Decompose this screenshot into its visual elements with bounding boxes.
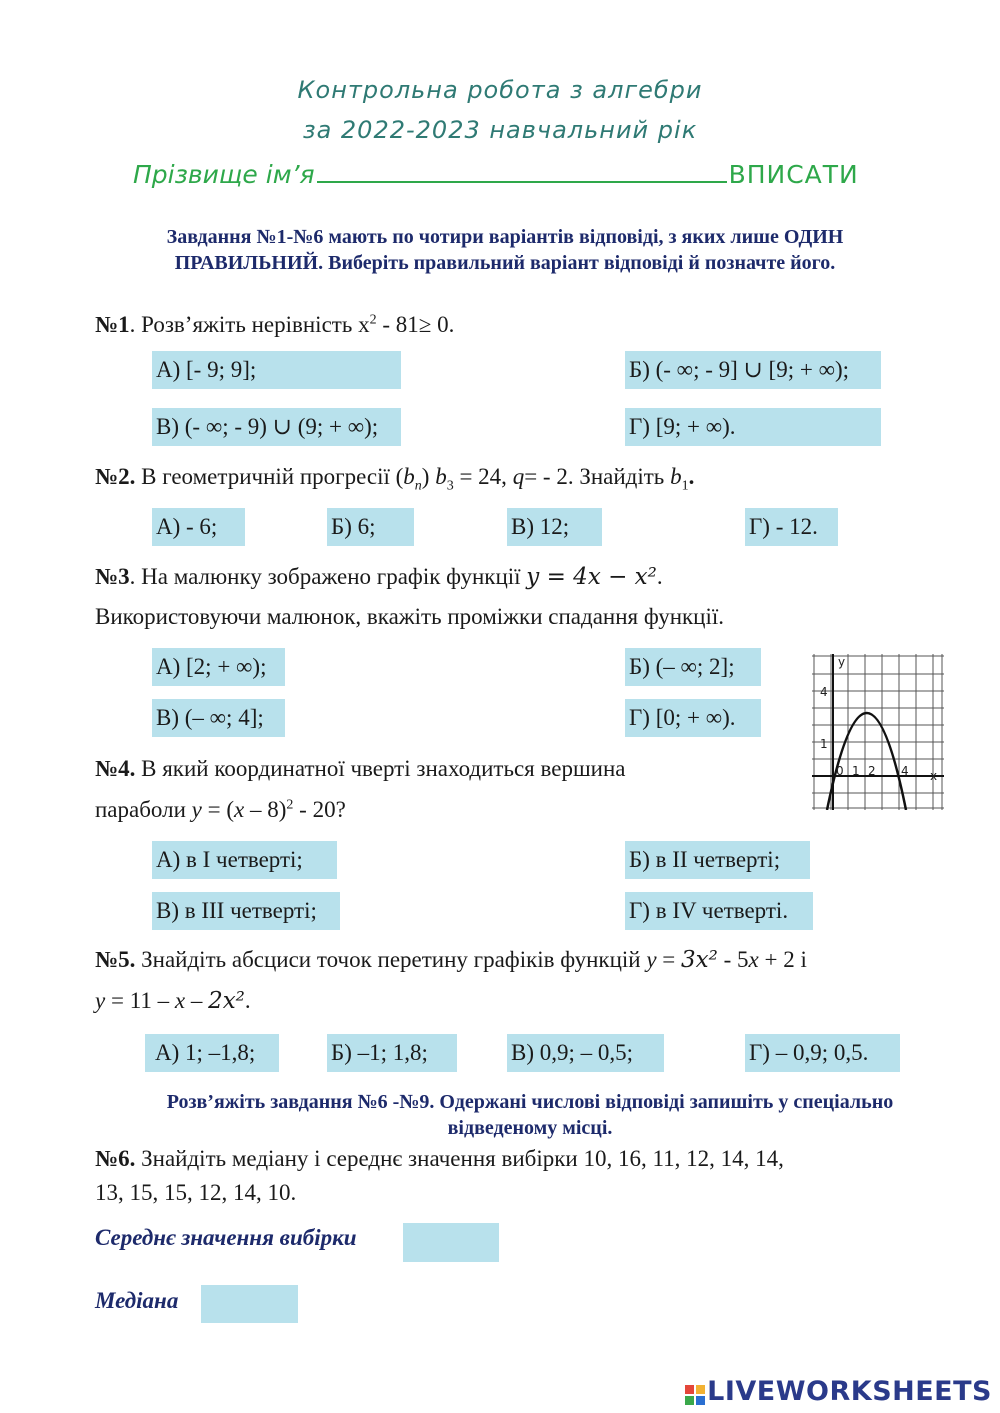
graph-x-label: x (930, 769, 938, 783)
q1-option-d[interactable]: Г) [9; + ∞). (625, 408, 881, 446)
liveworksheets-logo (685, 1376, 992, 1407)
q2-option-a[interactable]: А) - 6; (152, 508, 245, 546)
q5-f2: 2x² (208, 988, 245, 1014)
name-input-line[interactable] (317, 161, 727, 183)
q5-text-d: + 2 і (758, 947, 807, 972)
q4-option-a[interactable]: А) в I четверті; (152, 841, 337, 879)
q4-line-2 (95, 797, 346, 823)
graph-x2-label: 2 (868, 764, 876, 778)
name-placeholder[interactable]: ВПИСАТИ (728, 160, 859, 189)
q1-option-a[interactable]: А) [- 9; 9]; (152, 351, 401, 389)
question-3 (95, 564, 663, 590)
graph-y1-label: 1 (820, 737, 828, 751)
question-2 (95, 464, 694, 495)
q5-y1: y (646, 947, 657, 972)
question-1 (95, 312, 454, 338)
q5-line-2 (95, 988, 251, 1014)
q4-number: №4. (95, 756, 136, 781)
median-label: Медіана (95, 1288, 179, 1313)
q3-option-d[interactable]: Г) [0; + ∞). (625, 699, 761, 737)
instructions2-line-1: Розв’яжіть завдання №6 -№9. Одержані числові відповіді запишіть у спеціально (166, 1091, 894, 1113)
q4-x: x (234, 797, 245, 822)
instructions-line-1: Завдання №1-№6 мають по чотири варіантів відповіді, з яких лише ОДИН (166, 226, 844, 248)
q5-text-c: - 5 (717, 947, 749, 972)
q3-number: №3 (95, 564, 130, 589)
question-6 (95, 1146, 784, 1172)
graph-y-label: y (838, 655, 846, 669)
q4-text-a: В який координатної чверті знаходиться вершина (135, 756, 626, 781)
q3-line-2: Використовуючи малюнок, вкажіть проміжки спадання функції. (95, 604, 725, 629)
graph-y4-label: 4 (820, 685, 828, 699)
q5-text-b: = (656, 947, 682, 972)
q1-option-b[interactable]: Б) (- ∞; - 9] ∪ [9; + ∞); (625, 351, 881, 389)
q1-text-b: - 81≥ 0. (376, 312, 455, 337)
q6-number: №6. (95, 1146, 136, 1171)
mean-answer-input[interactable] (403, 1223, 499, 1262)
q5-x1: x (748, 947, 759, 972)
q3-formula: y = 4x − x² (526, 564, 657, 590)
instructions-block-1 (80, 224, 930, 276)
q2-text-a: В геометричній прогресії ( (135, 464, 404, 489)
q2-text-c: = 24, (453, 464, 513, 489)
q2-sub-1: 1 (681, 478, 689, 494)
q2-number: №2. (95, 464, 136, 489)
q3-text-a: . На малюнку зображено графік функції (129, 564, 527, 589)
graph-zero-label: 0 (836, 764, 844, 778)
instructions-block-2 (60, 1089, 1000, 1141)
graph-x4-label: 4 (901, 764, 909, 778)
q4-line2-c: – 8) (244, 797, 287, 822)
q5-x2: x (174, 988, 186, 1013)
q3-option-c[interactable]: В) (– ∞; 4]; (152, 699, 285, 737)
q2-option-c[interactable]: В) 12; (507, 508, 602, 546)
q3-parabola-graph (812, 654, 944, 810)
q5-line2-b: – (185, 988, 209, 1013)
q4-line2-d: - 20? (293, 797, 346, 822)
q2-b: b (403, 464, 415, 489)
median-answer-input[interactable] (201, 1285, 298, 1323)
q2-text-b: ) (421, 464, 436, 489)
name-row (133, 160, 859, 189)
q5-text-a: Знайдіть абсциси точок перетину графіків функцій (135, 947, 647, 972)
q6-line-2: 13, 15, 15, 12, 14, 10. (95, 1180, 297, 1205)
logo-icon (685, 1381, 705, 1401)
q4-option-d[interactable]: Г) в IV четверті. (625, 892, 813, 930)
q5-option-a[interactable]: А) 1; –1,8; (145, 1034, 279, 1072)
q4-line2-b: = ( (201, 797, 235, 822)
instructions2-line-2: відведеному місці. (447, 1117, 613, 1139)
q1-number: №1 (95, 312, 130, 337)
question-4 (95, 756, 625, 782)
q4-option-c[interactable]: В) в III четверті; (152, 892, 340, 930)
question-5 (95, 947, 807, 973)
q5-f1: 3x² (681, 947, 718, 973)
q4-line2-a: параболи (95, 797, 192, 822)
q5-y2: y (95, 988, 106, 1013)
q6-text-a: Знайдіть медіану і середнє значення вибірки 10, 16, 11, 12, 14, 14, (135, 1146, 784, 1171)
title-line-1: Контрольна робота з алгебри (297, 76, 703, 104)
q5-line2-a: = 11 – (105, 988, 175, 1013)
q2-text-e: . (688, 464, 695, 489)
instructions-line-2: ПРАВИЛЬНИЙ. Виберіть правильний варіант відповіді й позначте його. (174, 252, 836, 274)
q4-y: y (191, 797, 202, 822)
q2-q: q (512, 464, 525, 489)
q2-sub-n: n (414, 478, 422, 494)
q2-text-d: = - 2. Знайдіть (524, 464, 671, 489)
q3-text-b: . (656, 564, 663, 589)
q2-option-d[interactable]: Г) - 12. (745, 508, 838, 546)
title-line-2: за 2022-2023 навчальний рік (302, 116, 698, 144)
graph-x1-label: 1 (852, 764, 860, 778)
q1-text-a: . Розв’яжіть нерівність x (129, 312, 370, 337)
q3-option-b[interactable]: Б) (– ∞; 2]; (625, 648, 761, 686)
q2-option-b[interactable]: Б) 6; (327, 508, 414, 546)
q5-option-d[interactable]: Г) – 0,9; 0,5. (745, 1034, 900, 1072)
q5-line2-c: . (244, 988, 251, 1013)
q3-option-a[interactable]: А) [2; + ∞); (152, 648, 285, 686)
q1-option-c[interactable]: В) (- ∞; - 9) ∪ (9; + ∞); (152, 408, 401, 446)
q5-option-c[interactable]: В) 0,9; – 0,5; (507, 1034, 664, 1072)
q2-b3: b (435, 464, 447, 489)
q4-sup: 2 (286, 797, 294, 813)
q2-b1: b (670, 464, 682, 489)
name-label: Прізвище ім’я (133, 160, 315, 189)
q5-option-b[interactable]: Б) –1; 1,8; (327, 1034, 457, 1072)
q4-option-b[interactable]: Б) в II четверті; (625, 841, 810, 879)
q5-number: №5. (95, 947, 136, 972)
q2-sub-3: 3 (446, 478, 454, 494)
mean-label: Середнє значення вибірки (95, 1225, 357, 1250)
parabola-curve (827, 713, 906, 810)
q1-sup: 2 (369, 312, 377, 328)
logo-text: LIVEWORKSHEETS (707, 1376, 992, 1407)
